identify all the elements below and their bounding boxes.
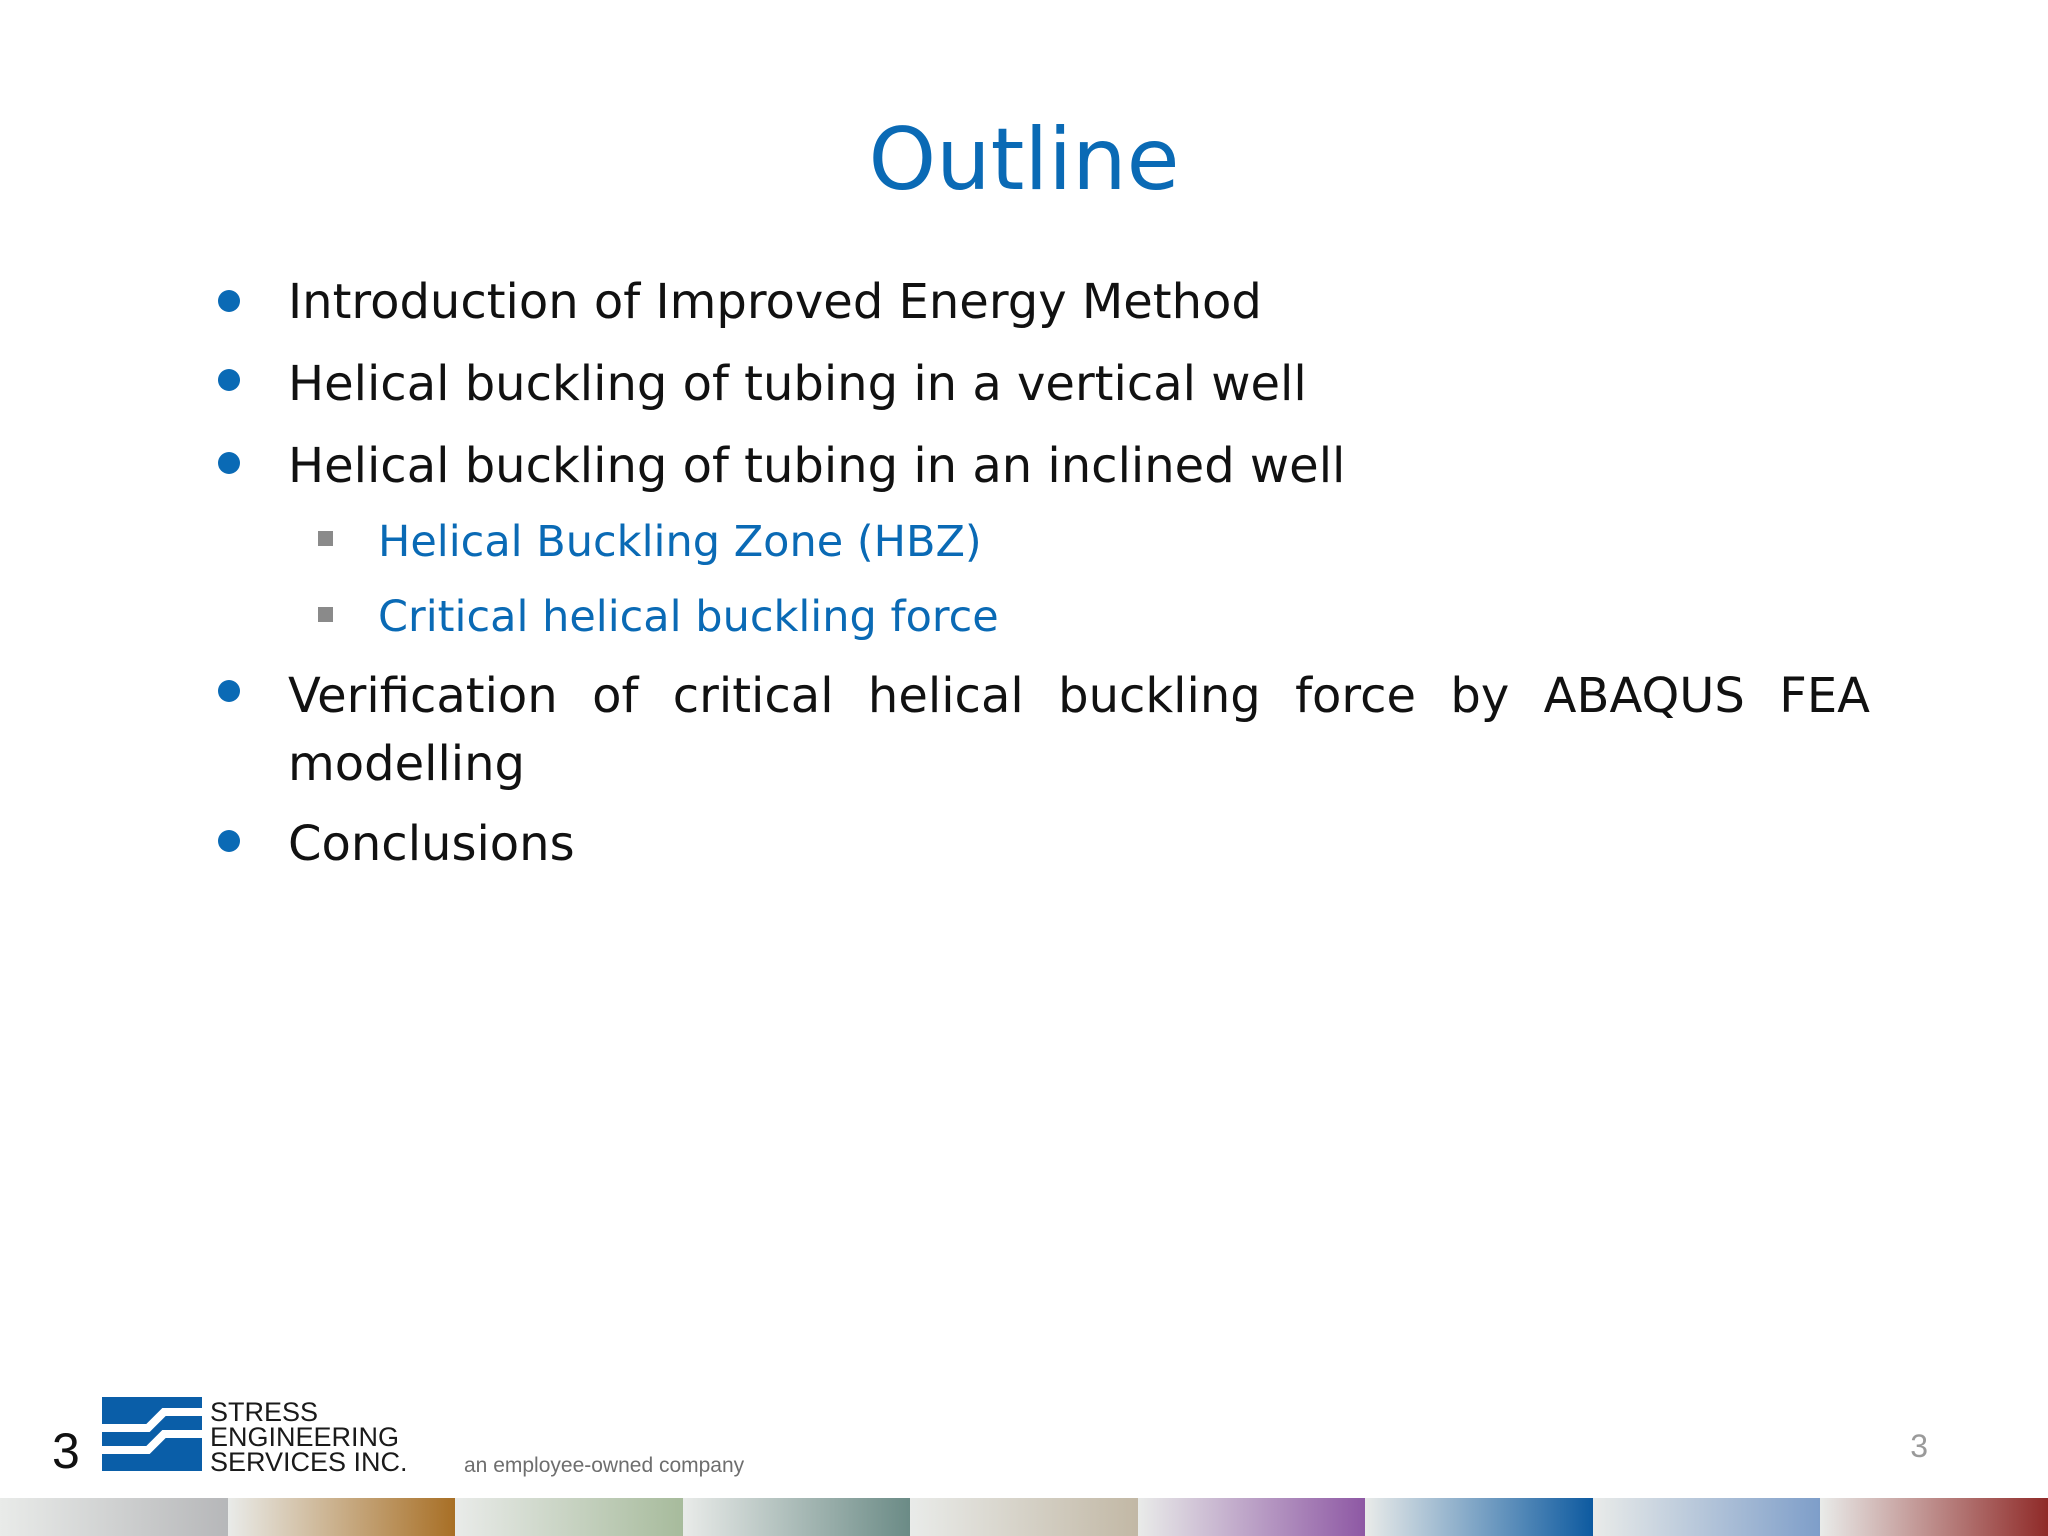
color-stripe-segment: [1138, 1498, 1366, 1536]
sub-bullet-square-icon: [318, 531, 333, 546]
color-stripe-segment: [683, 1498, 911, 1536]
company-tagline: an employee-owned company: [464, 1454, 745, 1477]
bullet-dot-icon: [218, 290, 240, 312]
color-stripe-segment: [228, 1498, 456, 1536]
color-stripe-segment: [1365, 1498, 1593, 1536]
sub-bullet-item: Helical Buckling Zone (HBZ): [378, 517, 982, 567]
color-stripe: [0, 1498, 2048, 1536]
slide-title: Outline: [868, 110, 1180, 210]
logo-text-line: STRESS: [210, 1397, 319, 1427]
company-logo: [100, 1394, 436, 1474]
sub-bullet-square-icon: [318, 607, 333, 622]
sub-bullet-item: Critical helical buckling force: [378, 592, 999, 642]
footer-slide-number: 3: [52, 1423, 80, 1479]
logo-text-line: ENGINEERING: [210, 1422, 400, 1452]
bullet-item: Introduction of Improved Energy Method: [288, 274, 1262, 330]
color-stripe-segment: [910, 1498, 1138, 1536]
page-number: 3: [1910, 1428, 1928, 1464]
bullet-dot-icon: [218, 830, 240, 852]
color-stripe-segment: [1820, 1498, 2048, 1536]
bullet-item: Conclusions: [288, 816, 575, 872]
bullet-item: Helical buckling of tubing in a vertical well: [288, 356, 1307, 412]
bullet-item: Verification of critical helical buckling force by ABAQUS FEA modelling: [288, 668, 1870, 792]
color-stripe-segment: [455, 1498, 683, 1536]
color-stripe-segment: [1593, 1498, 1821, 1536]
logo-text-line: SERVICES INC.: [210, 1447, 408, 1474]
bullet-dot-icon: [218, 369, 240, 391]
color-stripe-segment: [0, 1498, 228, 1536]
bullet-dot-icon: [218, 452, 240, 474]
bullet-item: Helical buckling of tubing in an inclined well: [288, 438, 1346, 494]
bullet-dot-icon: [218, 680, 240, 702]
